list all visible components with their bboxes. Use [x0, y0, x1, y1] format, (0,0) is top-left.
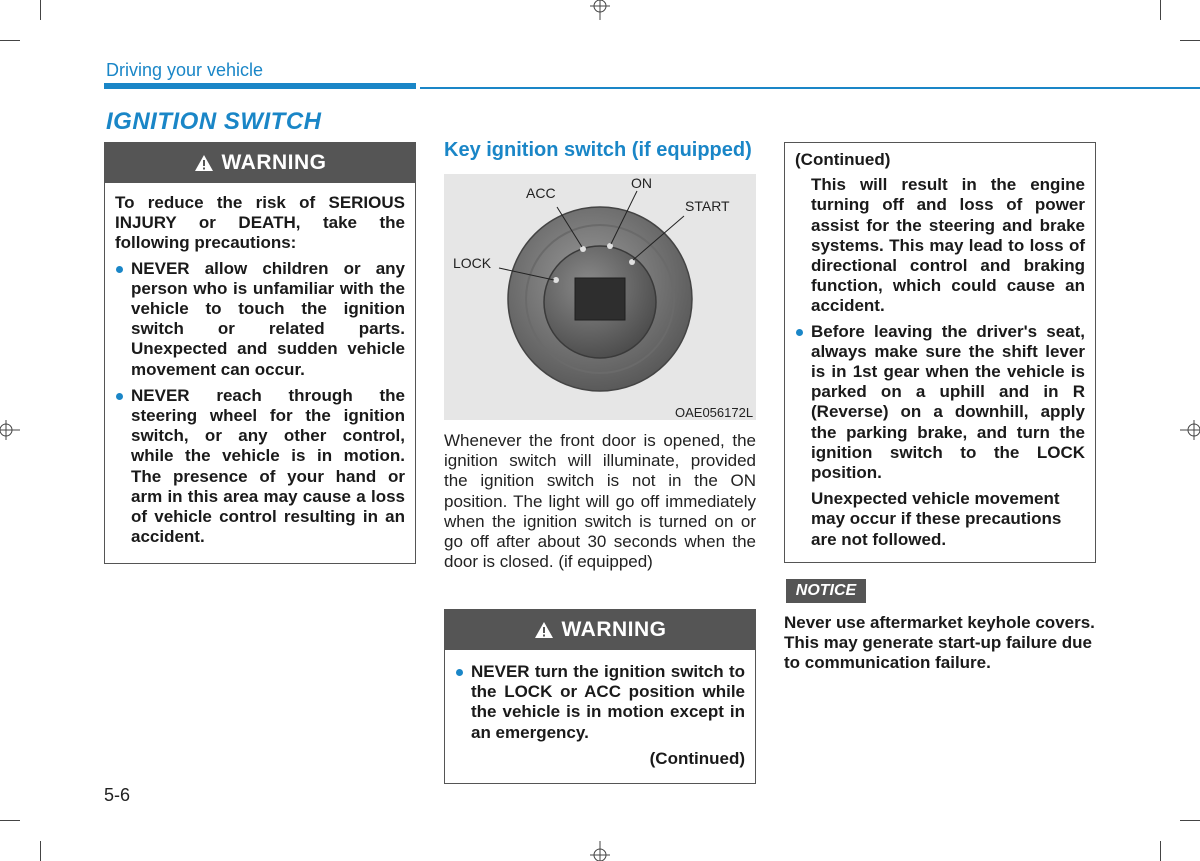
warning-bullet: NEVER reach through the steering wheel for the ignition switch, or any other control, while the vehicle is in motion. The presence of your hand or arm in this area may cause a loss of vehicle control resulting in an accident.	[115, 386, 405, 548]
notice-badge: NOTICE	[786, 579, 866, 603]
continued-heading: (Continued)	[795, 150, 891, 169]
section-bar	[104, 83, 416, 89]
warning-paragraph: Unexpected vehicle movement may occur if these precautions are not followed.	[811, 489, 1062, 549]
warning-intro: To reduce the risk of SERIOUS INJURY or DEATH, take the following precautions:	[115, 193, 405, 253]
subsection-heading: Key ignition switch (if equipped)	[444, 139, 752, 161]
continued-label: (Continued)	[649, 748, 745, 768]
crop-mark	[1160, 0, 1161, 20]
warning-bullet: NEVER allow children or any person who is unfamiliar with the vehicle to touch the ignition switch or related parts. Unexpected and sudden vehicle movement can occur.	[115, 259, 405, 380]
ignition-switch-figure	[444, 174, 756, 420]
label-lock: LOCK	[453, 255, 492, 271]
warning-box-left	[104, 142, 416, 564]
warning-header	[445, 610, 755, 650]
registration-mark-bottom	[588, 841, 612, 861]
warning-header	[105, 143, 415, 183]
notice-text: Never use aftermarket keyhole covers. This may generate start-up failure due to communication failure.	[784, 613, 1095, 673]
warning-triangle-icon	[534, 621, 554, 639]
label-acc: ACC	[526, 185, 556, 201]
warning-title: WARNING	[561, 618, 667, 641]
warning-bullet: Before leaving the driver's seat, always make sure the shift lever is in 1st gear when the vehicle is parked on a uphill and in R (Reverse) on a downhill, apply the parking brake, and turn the ignition switch to the LOCK position.	[795, 322, 1085, 484]
warning-box-right	[784, 142, 1096, 563]
crop-mark	[1180, 40, 1200, 41]
crop-mark	[40, 0, 41, 20]
registration-mark-top	[588, 0, 612, 20]
page-heading: IGNITION SWITCH	[106, 108, 322, 135]
crop-mark	[1180, 820, 1200, 821]
label-start: START	[685, 198, 730, 214]
crop-mark	[0, 820, 20, 821]
crop-mark	[1160, 841, 1161, 861]
crop-mark	[0, 40, 20, 41]
warning-box-middle	[444, 609, 756, 784]
warning-title: WARNING	[221, 151, 327, 174]
crop-mark	[40, 841, 41, 861]
section-title: Driving your vehicle	[106, 60, 264, 80]
label-on: ON	[631, 175, 652, 191]
body-paragraph: Whenever the front door is opened, the ignition switch will illuminate, provided the ignition switch is not in the ON position. The light will go off immediately when the ignition switch is turned on or go off after about 30 seconds when the door is closed. (if equipped)	[444, 431, 756, 572]
header-rule	[420, 87, 1200, 89]
warning-bullet: NEVER turn the ignition switch to the LOCK or ACC position while the vehicle is in motion except in an emergency.	[455, 662, 745, 743]
warning-triangle-icon	[194, 154, 214, 172]
page-number: 5-6	[104, 785, 131, 805]
registration-mark-right	[1180, 418, 1200, 442]
registration-mark-left	[0, 418, 20, 442]
figure-code: OAE056172L	[675, 405, 754, 420]
warning-paragraph: This will result in the engine turning off and loss of power assist for the steering and brake systems. This may lead to loss of directional control and braking function, which could cause an accident.	[811, 175, 1085, 316]
